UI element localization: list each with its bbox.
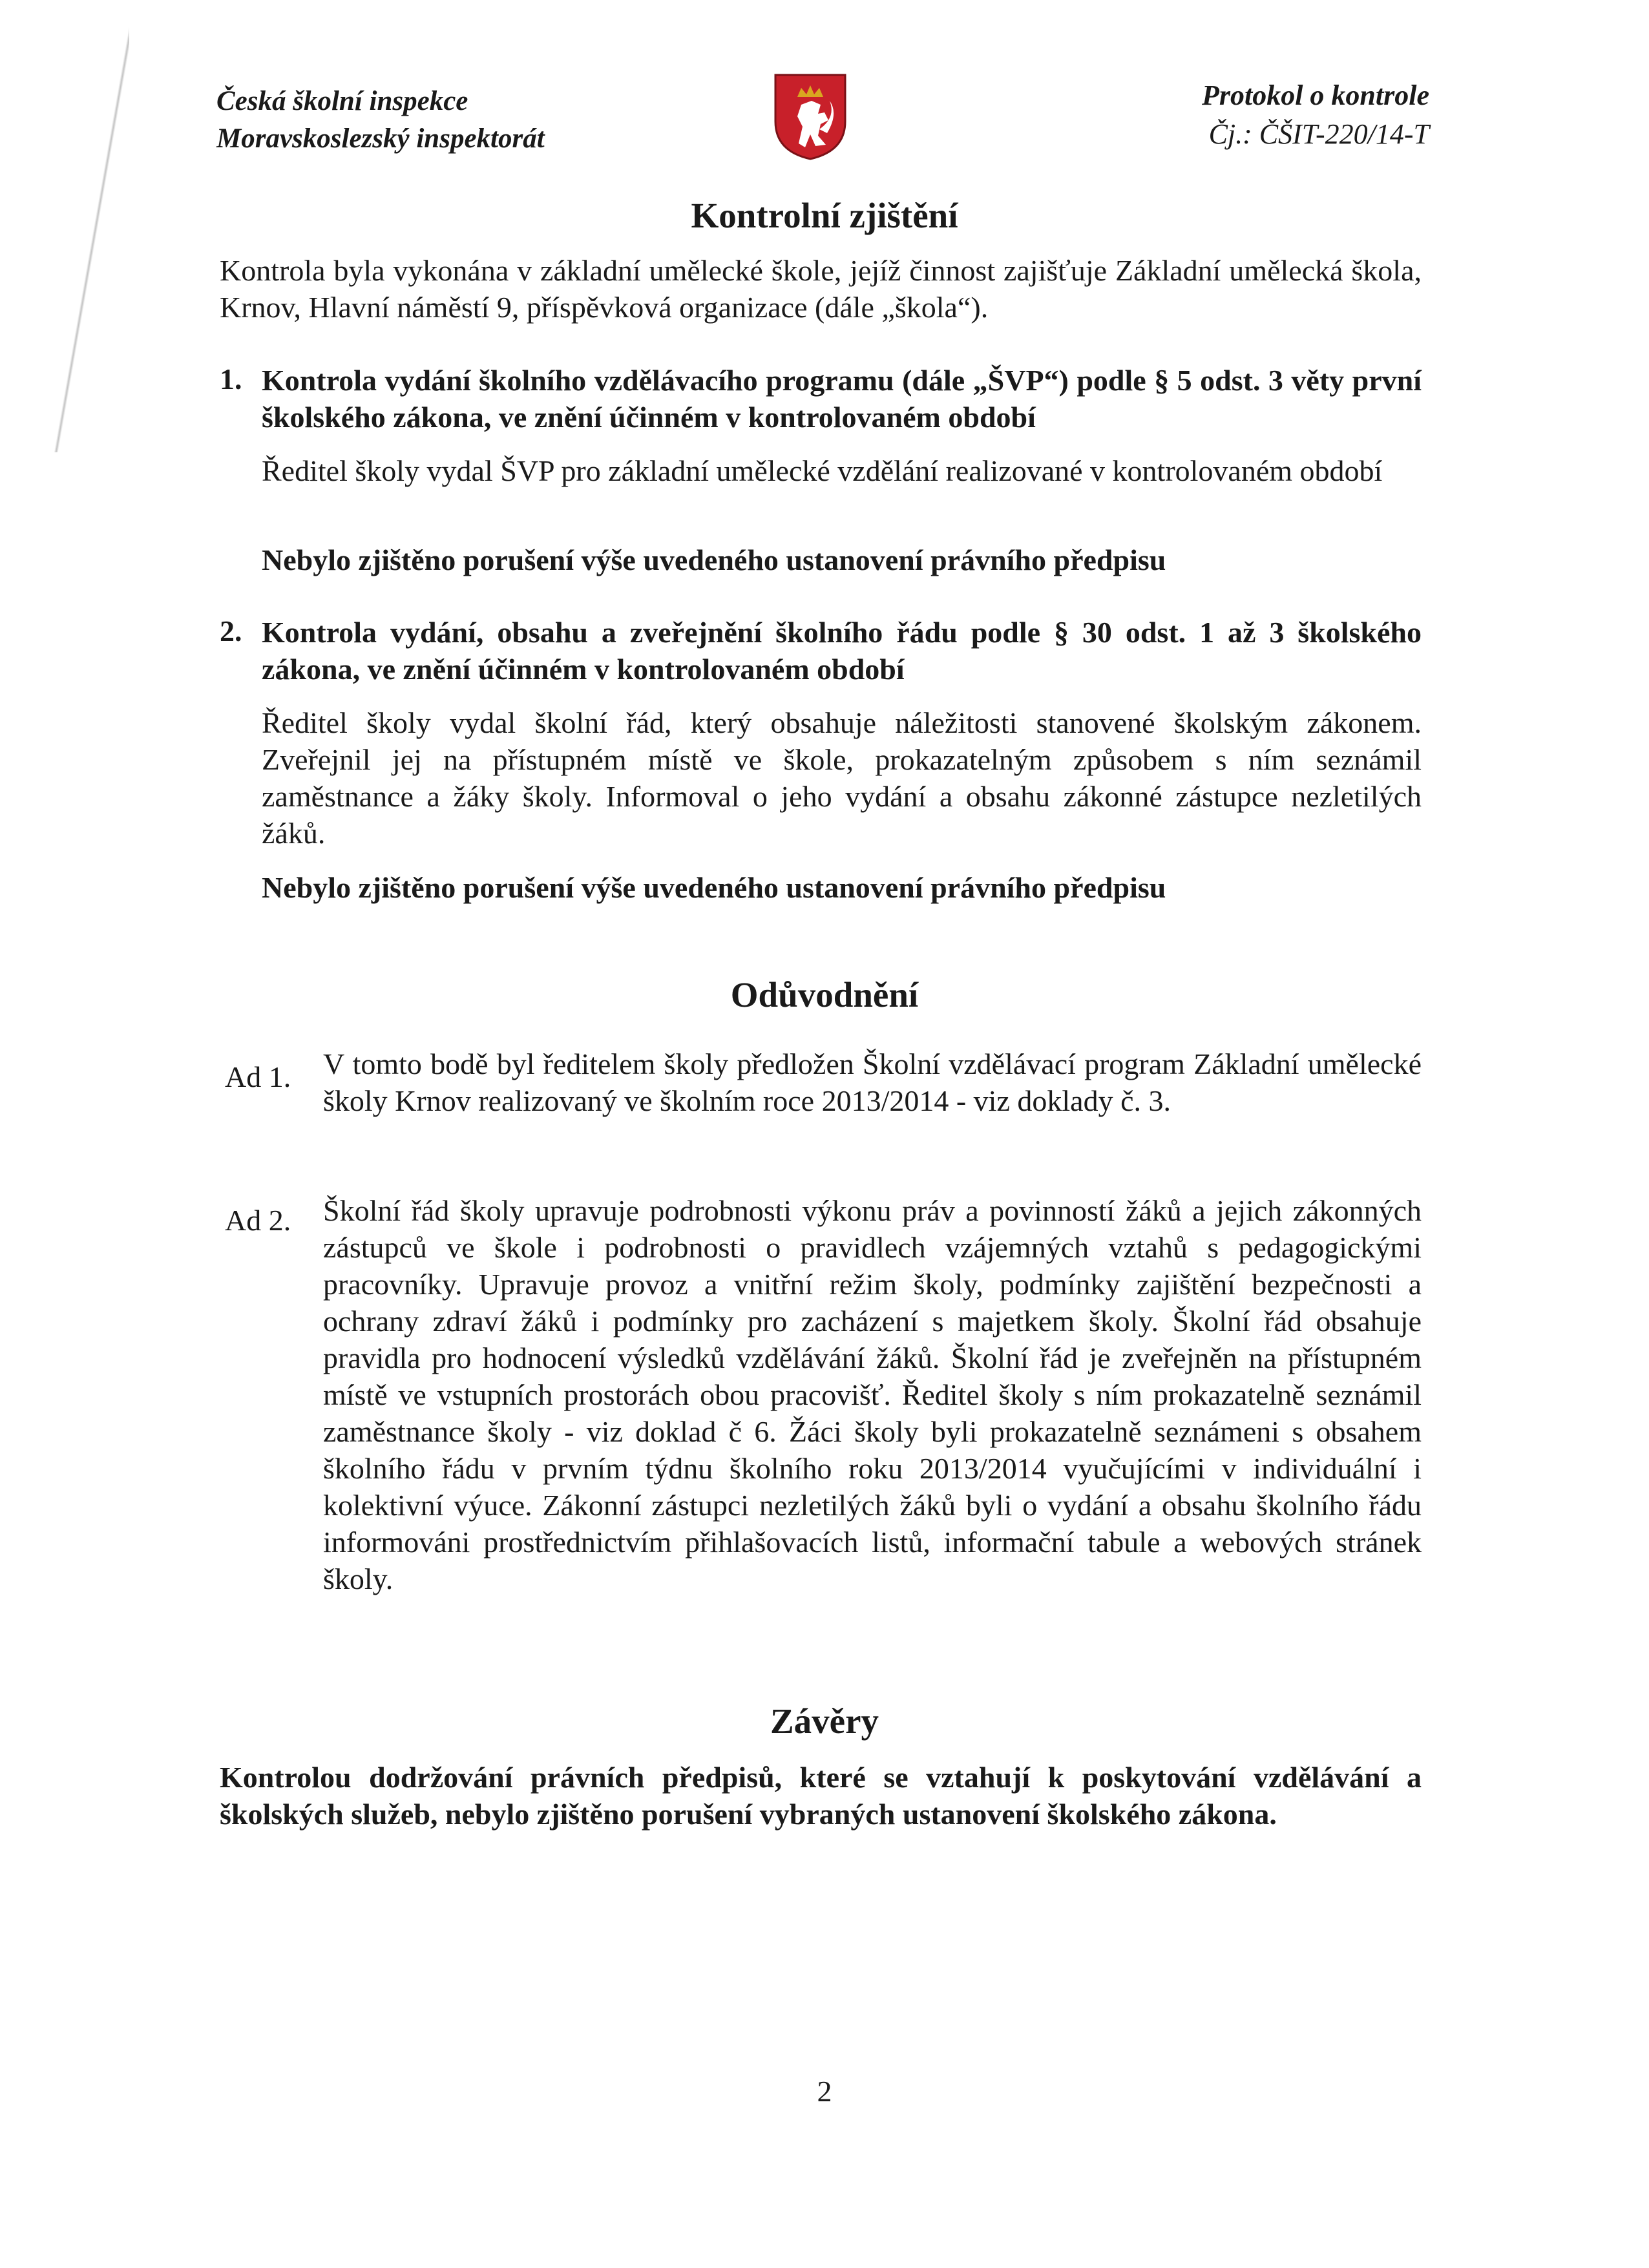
justification-1-text: V tomto bodě byl ředitelem školy předložen Školní vzdělávací program Základní umělecké školy Krnov realizovaný ve školním roce 2013/2014 - viz doklady č. 3. [323, 1047, 1422, 1117]
finding-2-text: Ředitel školy vydal školní řád, který obsahuje náležitosti stanovené školským zákonem. Zveřejnil jej na přístupném místě ve škole, prokazatelným způsobem s ním seznámil zaměstnance a žáky školy. Informoval o jeho vydání a obsahu zákonné zástupce nezletilých žáků. [262, 706, 1422, 850]
justification-label: Ad 2. [225, 1204, 291, 1237]
finding-1-result: Nebylo zjištěno porušení výše uvedeného ustanovení právního předpisu [262, 543, 1166, 576]
conclusions-text: Kontrolou dodržování právních předpisů, které se vztahují k poskytování vzdělávání a školských služeb, nebylo zjištěno porušení vybraných ustanovení školského zákona. [220, 1761, 1422, 1831]
page-number: 2 [817, 2075, 832, 2108]
finding-2-result: Nebylo zjištěno porušení výše uvedeného ustanovení právního předpisu [262, 871, 1166, 904]
section-heading-justification: Odůvodnění [730, 975, 919, 1014]
finding-1-text: Ředitel školy vydal ŠVP pro základní umělecké vzdělání realizované v kontrolovaném období [262, 454, 1383, 487]
org-name: Česká školní inspekce [216, 86, 468, 116]
document-type: Protokol o kontrole [1201, 79, 1429, 111]
czech-lion-emblem-icon [773, 71, 848, 162]
section-heading-findings: Kontrolní zjištění [691, 196, 958, 235]
org-unit: Moravskoslezský inspektorát [216, 123, 545, 154]
section-heading-conclusions: Závěry [770, 1701, 879, 1741]
findings-intro: Kontrola byla vykonána v základní umělecké škole, jejíž činnost zajišťuje Základní umělecká škola, Krnov, Hlavní náměstí 9, příspěvková organizace (dále „škola“). [220, 254, 1422, 324]
justification-label: Ad 1. [225, 1060, 291, 1093]
finding-1-title: Kontrola vydání školního vzdělávacího programu (dále „ŠVP“) podle § 5 odst. 3 věty první školského zákona, ve znění účinném v kontrolovaném období [262, 364, 1422, 434]
justification-2-text: Školní řád školy upravuje podrobnosti výkonu práv a povinností žáků a jejich zákonných zástupců ve škole i podrobnosti o pravidlech vzájemných vztahů s pedagogickými pracovníky. Upravuje provoz a vnitřní režim školy, podmínky zajištění bezpečnosti a ochrany zdraví žáků i podmínky pro zacházení s majetkem školy. Školní řád obsahuje pravidla pro hodnocení výsledků vzdělávání žáků. Školní řád je zveřejněn na přístupném místě ve vstupních prostorách obou pracovišť. Ředitel školy s ním prokazatelně seznámil zaměstnance školy - viz doklad č 6. Žáci školy byli prokazatelně seznámeni s obsahem školního řádu v prvním týdnu školního roku 2013/2014 vyučujícími v individuální i kolektivní výuce. Zákonní zástupci nezletilých žáků byli o vydání a obsahu školního řádu informováni prostřednictvím přihlašovacích listů, informační tabule a webových stránek školy. [323, 1194, 1422, 1595]
issuer-block [216, 83, 733, 158]
item-number: 2. [220, 614, 242, 647]
item-number: 1. [220, 362, 242, 395]
finding-2-title: Kontrola vydání, obsahu a zveřejnění školního řádu podle § 30 odst. 1 až 3 školského zákona, ve znění účinném v kontrolovaném období [262, 616, 1422, 686]
document-id-block [977, 76, 1429, 154]
reference-number: Čj.: ČŠIT-220/14-T [1208, 118, 1429, 150]
